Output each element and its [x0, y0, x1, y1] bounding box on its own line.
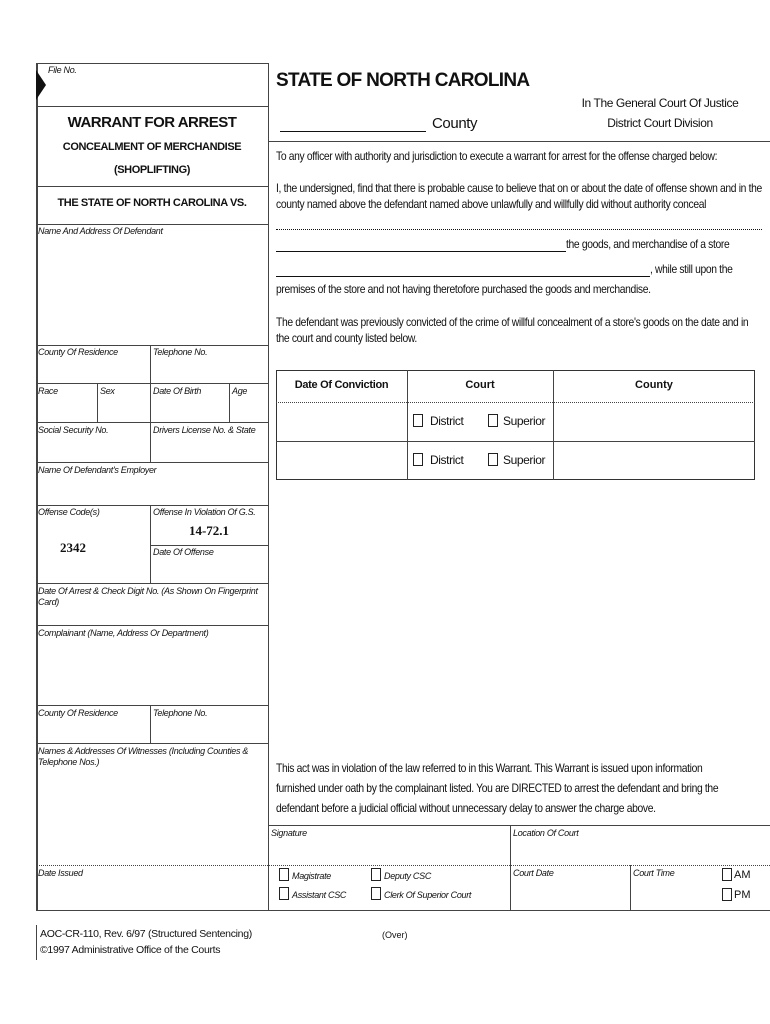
- ssn-label: Social Security No.: [38, 425, 109, 435]
- divider: [150, 545, 268, 546]
- date-issued-label: Date Issued: [38, 868, 83, 878]
- officer-instruction: To any officer with authority and jurisdiction to execute a warrant for arrest for the offense charged below:: [276, 149, 718, 163]
- county-label: County: [432, 115, 478, 132]
- divider: [268, 825, 770, 826]
- divider: [36, 910, 770, 911]
- offense-codes-label: Offense Code(s): [38, 507, 100, 517]
- divider: [36, 705, 268, 706]
- copyright: ©1997 Administrative Office of the Courts: [40, 944, 221, 956]
- divider: [36, 505, 268, 506]
- clerk-superior-checkbox[interactable]: [371, 887, 381, 900]
- form-subtitle-2: (SHOPLIFTING): [113, 164, 191, 176]
- am-label: AM: [734, 869, 751, 881]
- concealed-items-line-2[interactable]: [276, 251, 566, 252]
- county-field[interactable]: [280, 131, 426, 132]
- age-label: Age: [232, 386, 248, 396]
- pm-checkbox[interactable]: [722, 888, 732, 901]
- assistant-csc-label: Assistant CSC: [292, 890, 347, 900]
- signature-label: Signature: [271, 828, 307, 838]
- pm-label: PM: [734, 889, 751, 901]
- court-line-1: In The General Court Of Justice: [581, 96, 739, 110]
- divider: [276, 402, 755, 403]
- state-heading: STATE OF NORTH CAROLINA: [276, 70, 530, 91]
- divider: [36, 583, 268, 584]
- state-vs: THE STATE OF NORTH CAROLINA VS.: [57, 197, 247, 209]
- superior-checkbox-row2[interactable]: [488, 453, 498, 466]
- witnesses-label: Names & Addresses Of Witnesses (Including Counties & Telephone Nos.): [38, 746, 249, 767]
- county-residence-2-label: County Of Residence: [38, 708, 118, 718]
- file-no-field[interactable]: [48, 76, 248, 104]
- superior-checkbox-row1[interactable]: [488, 414, 498, 427]
- col-county: County: [635, 379, 673, 391]
- directive-text: This act was in violation of the law referred to in this Warrant. This Warrant is issued upon information furnished under oath by the complainant listed. You are DIRECTED to arrest the defendant and bring the defendant before a judicial official without unnecessary delay to answer the charge above.: [276, 761, 719, 815]
- district-checkbox-row1[interactable]: [413, 414, 423, 427]
- divider: [268, 141, 770, 142]
- offense-gs-label: Offense In Violation Of G.S.: [153, 507, 256, 517]
- divider: [36, 106, 268, 107]
- divider: [36, 462, 268, 463]
- over-note: (Over): [382, 930, 408, 940]
- divider: [97, 383, 98, 422]
- divider: [36, 63, 268, 64]
- file-marker-icon: [36, 70, 46, 100]
- district-checkbox-row2[interactable]: [413, 453, 423, 466]
- telephone-label: Telephone No.: [153, 347, 208, 357]
- divider: [36, 743, 268, 744]
- divider: [510, 825, 511, 910]
- dob-label: Date Of Birth: [153, 386, 202, 396]
- court-date-label: Court Date: [513, 868, 554, 878]
- deputy-csc-label: Deputy CSC: [384, 871, 432, 881]
- county-residence-label: County Of Residence: [38, 347, 118, 357]
- sex-label: Sex: [100, 386, 115, 396]
- superior-label: Superior: [503, 414, 546, 428]
- drivers-license-label: Drivers License No. & State: [153, 425, 256, 435]
- divider: [268, 63, 269, 910]
- divider: [150, 345, 151, 462]
- district-label: District: [430, 414, 464, 428]
- assistant-csc-checkbox[interactable]: [279, 887, 289, 900]
- prior-conviction-text: The defendant was previously convicted of the crime of willful concealment of a store's goods on the date and in the court and county listed below.: [276, 315, 749, 345]
- offense-code-value: 2342: [60, 540, 86, 555]
- divider: [36, 625, 268, 626]
- file-no-label: File No.: [48, 65, 77, 75]
- divider: [36, 925, 37, 960]
- form-subtitle: CONCEALMENT OF MERCHANDISE: [62, 141, 242, 153]
- divider: [150, 705, 151, 743]
- defendant-name-label: Name And Address Of Defendant: [38, 226, 163, 236]
- telephone-2-label: Telephone No.: [153, 708, 208, 718]
- divider: [36, 224, 268, 225]
- complainant-label: Complainant (Name, Address Or Department): [38, 628, 209, 638]
- concealed-items-line-1[interactable]: [276, 229, 762, 230]
- left-border: [36, 63, 38, 910]
- race-label: Race: [38, 386, 58, 396]
- date-offense-label: Date Of Offense: [153, 547, 214, 557]
- store-name-line[interactable]: [276, 276, 650, 277]
- goods-text: the goods, and merchandise of a store: [566, 237, 730, 251]
- superior-label: Superior: [503, 453, 546, 467]
- court-line-2: District Court Division: [607, 116, 713, 130]
- divider: [36, 422, 268, 423]
- location-court-label: Location Of Court: [513, 828, 579, 838]
- signature-field[interactable]: [270, 840, 508, 863]
- col-court: Court: [465, 379, 495, 391]
- divider: [229, 383, 230, 422]
- divider: [276, 441, 755, 442]
- divider: [150, 505, 151, 583]
- divider: [36, 865, 770, 866]
- divider: [630, 865, 631, 910]
- magistrate-label: Magistrate: [292, 871, 332, 881]
- probable-cause-text: I, the undersigned, find that there is probable cause to believe that on or about the date of offense shown and in the county named above the defendant named above unlawfully and willfully did without authority conceal: [276, 181, 762, 211]
- divider: [36, 383, 268, 384]
- divider: [36, 186, 268, 187]
- am-checkbox[interactable]: [722, 868, 732, 881]
- district-label: District: [430, 453, 464, 467]
- col-date-conviction: Date Of Conviction: [294, 379, 389, 391]
- premises-text: premises of the store and not having theretofore purchased the goods and merchandise.: [276, 282, 651, 296]
- form-title: WARRANT FOR ARREST: [67, 114, 237, 131]
- divider: [36, 345, 268, 346]
- court-time-label: Court Time: [633, 868, 675, 878]
- clerk-superior-label: Clerk Of Superior Court: [384, 890, 472, 900]
- form-number: AOC-CR-110, Rev. 6/97 (Structured Sentencing): [40, 928, 252, 940]
- deputy-csc-checkbox[interactable]: [371, 868, 381, 881]
- employer-label: Name Of Defendant's Employer: [38, 465, 157, 475]
- magistrate-checkbox[interactable]: [279, 868, 289, 881]
- offense-gs-value: 14-72.1: [188, 523, 230, 538]
- date-arrest-label: Date Of Arrest & Check Digit No. (As Shown On Fingerprint Card): [38, 586, 258, 607]
- while-text: , while still upon the: [650, 262, 733, 276]
